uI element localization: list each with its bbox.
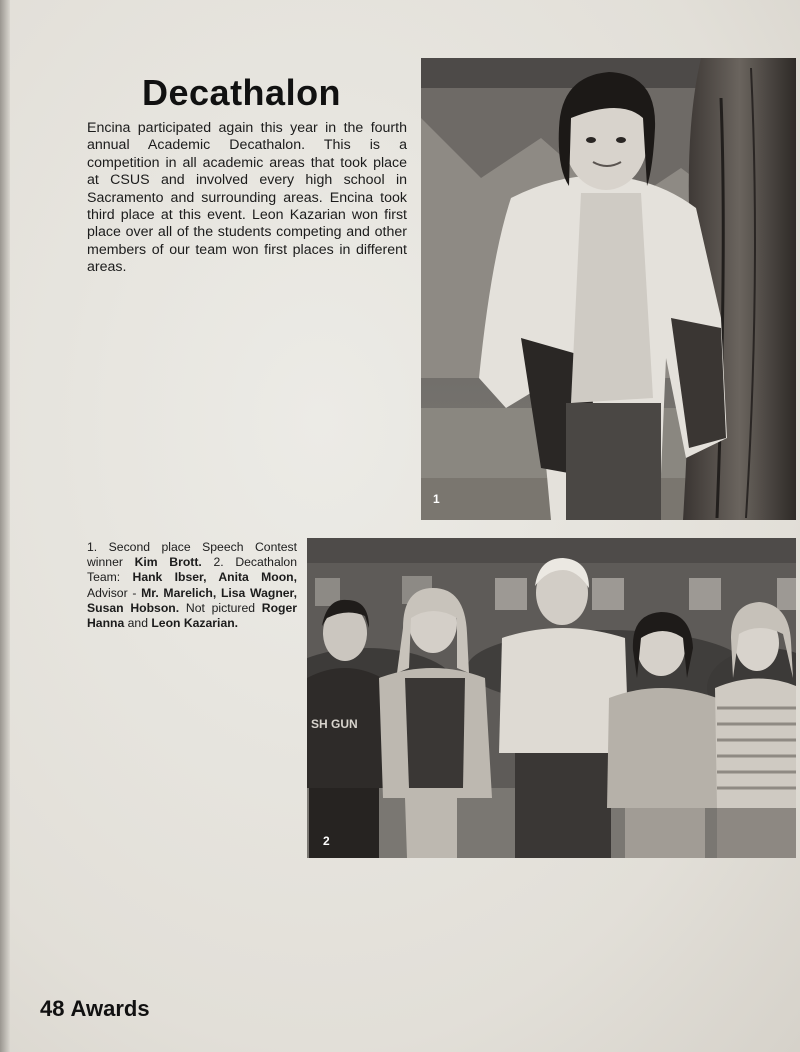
caption-name: Mr. Marelich, Lisa Wagner, Susan Hobson. — [87, 585, 297, 615]
photo-speech-contest-winner — [421, 58, 796, 520]
svg-text:SH GUN: SH GUN — [311, 717, 358, 731]
page-footer — [40, 996, 156, 1022]
caption-name: Roger Hanna — [87, 600, 297, 631]
caption-name: Leon Kazarian. — [151, 616, 239, 631]
binding-edge — [0, 0, 10, 1052]
photo-caption — [87, 540, 297, 631]
photo-1-image — [421, 58, 796, 520]
caption-text: Not pictured — [179, 600, 262, 615]
page-number: 48 — [40, 996, 65, 1021]
caption-text: 2. Decathalon Team: — [87, 555, 297, 585]
photo-1-number: 1 — [433, 492, 440, 506]
caption-name: Hank Ibser, Anita Moon, — [132, 570, 297, 585]
article-body: Encina participated again this year in the fourth annual Academic Decathalon. This is a competition in all academic areas that took place at CSUS and involved every high school in Sacramento and surrounding areas. Encina took third place at this event. Leon Kazarian won first place over all of the students competing and other members of our team won first places in different areas. — [87, 120, 407, 276]
photo-2-number: 2 — [323, 834, 330, 848]
article-title: Decathalon — [142, 72, 342, 113]
caption-text: and — [124, 616, 152, 631]
caption-text: Advisor - — [87, 585, 142, 600]
caption-text: 1. Second place Speech Contest winner — [87, 540, 297, 570]
caption-name: Kim Brott. — [134, 555, 202, 570]
photo-2-image — [307, 538, 796, 858]
section-name: Awards — [70, 996, 150, 1021]
photo-decathalon-team — [307, 538, 796, 858]
